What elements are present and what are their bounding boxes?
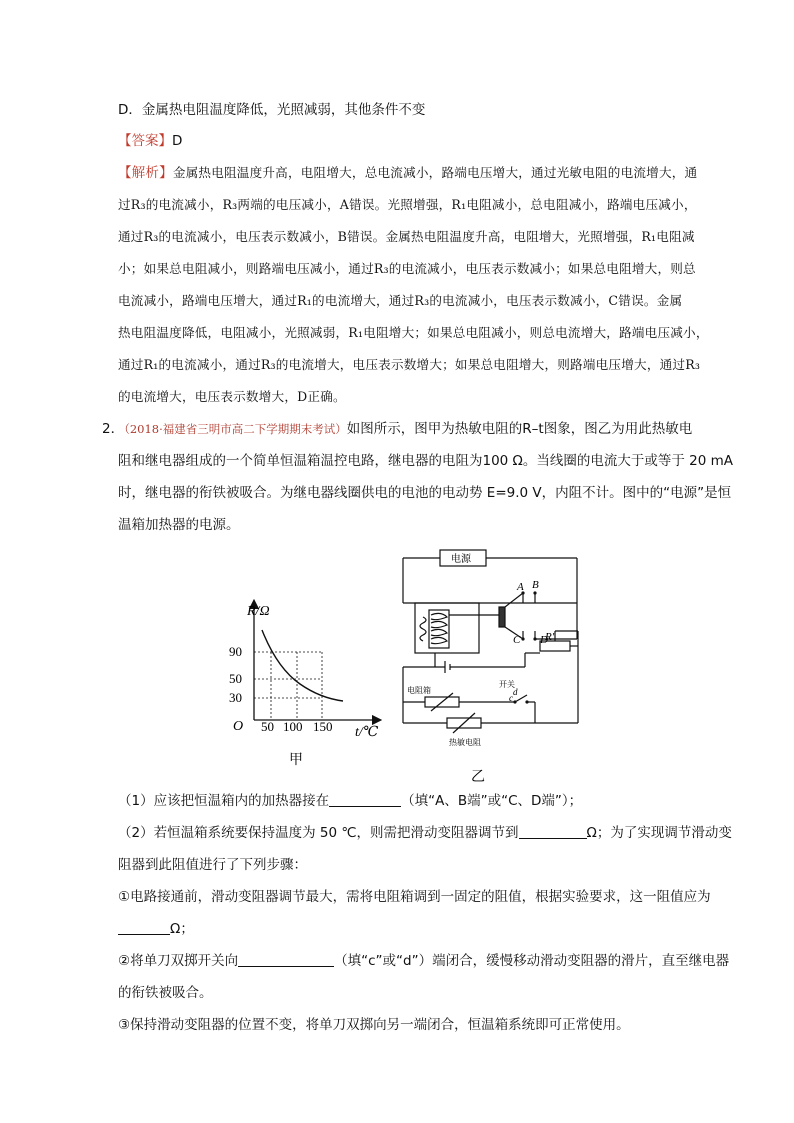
x-tick-50: 50 xyxy=(261,719,274,734)
terminal-a: A xyxy=(517,581,524,593)
question-source: （2018·福建省三明市高二下学期期末考试） xyxy=(124,422,347,436)
question-2-line-3: 时，继电器的衔铁被吸合。为继电器线圈供电的电池的电动势 E=9.0 V，内阻不计。图中的“电源”是恒 xyxy=(118,485,732,501)
terminal-c: C xyxy=(513,634,521,646)
question-number: 2． xyxy=(102,421,125,437)
step-2-line-2: 的衔铁被吸合。 xyxy=(118,985,213,1001)
analysis-line-6: 热电阻温度降低，电阻减小，光照减弱，R₁电阻增大；如果总电阻减小，则总电流增大，路端电压减小， xyxy=(118,325,709,340)
analysis-line-4: 小；如果总电阻减小，则路端电压减小，通过R₃的电流减小，电压表示数减小；如果总电阻增大，则总 xyxy=(118,261,696,276)
analysis-line-3: 通过R₃的电流减小，电压表示数减小，B错误。金属热电阻温度升高，电阻增大，光照增强，R₁电阻减 xyxy=(118,229,695,244)
answer-value: D xyxy=(172,133,183,149)
terminal-b: B xyxy=(532,579,539,591)
y-tick-50: 50 xyxy=(229,671,242,686)
question-2-line-4: 温箱加热器的电源。 xyxy=(118,517,240,533)
graph-caption: 甲 xyxy=(289,753,303,768)
y-axis-label: R/Ω xyxy=(247,604,270,619)
analysis-line-5: 电流减小，路端电压增大，通过R₁的电流增大，通过R₃的电流减小，电压表示数减小，C错误。金属 xyxy=(118,293,683,308)
step-3: ③保持滑动变阻器的位置不变，将单刀双掷向另一端闭合，恒温箱系统即可正常使用。 xyxy=(118,1017,630,1033)
resistance-box-label: 电阻箱 xyxy=(407,686,431,695)
answer-blank-2[interactable] xyxy=(519,824,587,839)
question-2-line-2: 阻和继电器组成的一个简单恒温箱温控电路，继电器的电阻为100 Ω。当线圈的电流大于或等于 20 mA xyxy=(118,453,734,469)
answer-label: 【答案】 xyxy=(118,133,172,149)
answer-block xyxy=(118,131,182,151)
circuit-caption: 乙 xyxy=(471,770,485,785)
rheostat-label: R′ xyxy=(545,631,555,643)
grid-lines xyxy=(254,652,322,720)
answer-blank-3[interactable] xyxy=(118,920,170,935)
answer-blank-4[interactable] xyxy=(238,952,334,967)
analysis-line-2: 过R₃的电流减小，R₃两端的电压减小，A错误。光照增强，R₁电阻减小，总电阻减小，路端电压减小， xyxy=(118,197,697,212)
circuit-diagram xyxy=(395,545,585,790)
step-1-line-2: Ω； xyxy=(118,919,194,939)
question-2-line-1: 2．（2018·福建省三明市高二下学期期末考试）如图所示，图甲为热敏电阻的R–t图象，图乙为用此热敏电 xyxy=(102,421,693,437)
sub-question-2-line-2: 阻器到此阻值进行了下列步骤： xyxy=(118,857,307,873)
analysis-label: 【解析】 xyxy=(118,165,173,181)
relay-coil xyxy=(431,613,447,643)
option-d: D．金属热电阻温度降低，光照减弱，其他条件不变 xyxy=(118,102,426,118)
spring xyxy=(420,617,426,641)
answer-blank-1[interactable] xyxy=(329,792,401,807)
step-2-line-1: ②将单刀双掷开关向 （填“c”或“d”）端闭合，缓慢移动滑动变阻器的滑片，直至继电器 xyxy=(118,953,730,969)
x-tick-150: 150 xyxy=(313,719,333,734)
step-1-line-1: ①电路接通前，滑动变阻器调节最大，需将电阻箱调到一固定的阻值，根据实验要求，这一阻值应为 xyxy=(118,889,711,905)
switch-c: c xyxy=(509,693,513,703)
analysis-line-8: 的电流增大，电压表示数增大，D正确。 xyxy=(118,389,346,404)
y-tick-30: 30 xyxy=(229,690,242,705)
x-tick-100: 100 xyxy=(283,719,303,734)
r-t-curve xyxy=(262,630,343,701)
sub-question-1: （1）应该把恒温箱内的加热器接在 （填“A、B端”或“C、D端”）； xyxy=(118,793,583,809)
switch-d: d xyxy=(513,687,518,697)
x-axis-label: t/℃ xyxy=(355,725,379,740)
power-label: 电源 xyxy=(451,554,471,565)
thermistor-label: 热敏电阻 xyxy=(449,738,481,747)
sub-question-2: （2）若恒温箱系统要保持温度为 50 ℃，则需把滑动变阻器调节到 Ω；为了实现调节滑动变 xyxy=(118,825,732,841)
y-tick-90: 90 xyxy=(229,644,242,659)
terminal-d: D xyxy=(540,634,548,646)
graph-r-t xyxy=(225,598,390,778)
analysis-line-7: 通过R₁的电流减小，通过R₃的电流增大，电压表示数增大；如果总电阻增大，则路端电压增大，通过R₃ xyxy=(118,357,701,372)
switch-label: 开关 xyxy=(499,680,515,689)
analysis-line-1: 【解析】金属热电阻温度升高，电阻增大，总电流减小，路端电压增大，通过光敏电阻的电流增大，通 xyxy=(118,165,698,181)
origin-label: O xyxy=(233,719,244,734)
